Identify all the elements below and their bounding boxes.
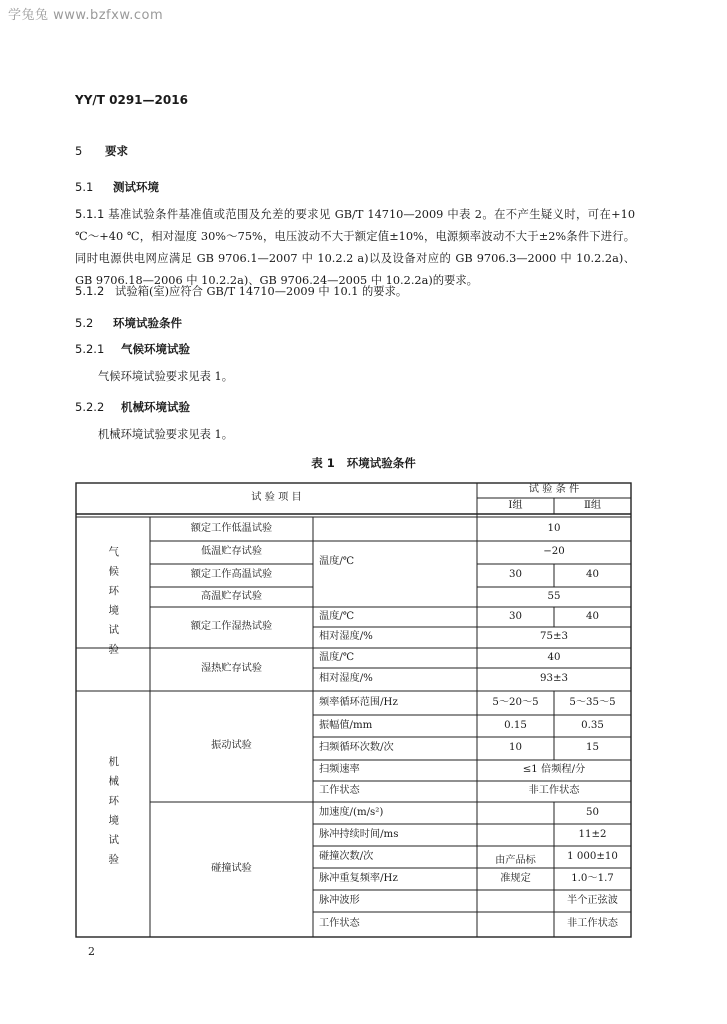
- value-bump-acceleration: 50: [586, 806, 599, 818]
- clause-text: 基准试验条件基准值或范围及允差的要求见 GB/T 14710—2009 中表 2。在不产生疑义时，可在+10 ℃～+40 ℃，相对湿度 30%～75%，电压波动不大于额定值±10%，电源频率波动不大于±2%条件下进行。同时电源供电网应满足 GB 9706.1—2007 中 10.2.2 a)以及设备对应的 GB 9706.3—2000 中 10.2.2a)、GB 9706.18—2006 中 10.2.2a)、GB 9706.24—2005 中 10.2.2a)的要求。: [75, 208, 636, 287]
- table-header-item: 试 验 项 目: [251, 492, 302, 504]
- param-bump-acceleration: 加速度/(m/s²): [319, 806, 384, 818]
- table-caption-title: 环境试验条件: [346, 456, 416, 470]
- value-bump-waveform: 半个正弦波: [567, 894, 618, 906]
- value-vib-sweep-rate: ≤1 倍频程/分: [522, 764, 586, 776]
- param-damp-op-humidity: 相对湿度/%: [319, 631, 373, 643]
- value-damp-st-temp: 40: [547, 651, 561, 663]
- param-bump-pulse-duration: 脉冲持续时间/ms: [319, 828, 399, 840]
- value-vib-working-state: 非工作状态: [528, 785, 580, 797]
- value-vib-amplitude-g2: 0.35: [581, 719, 604, 731]
- test-name-high-temp-operation: 额定工作高温试验: [190, 569, 273, 581]
- value-vib-cycles-g1: 10: [509, 742, 522, 754]
- value-vib-frequency-g2: 5～35～5: [569, 696, 616, 708]
- value-bump-group1: 由产品标准规定: [495, 855, 536, 884]
- heading-title: 机械环境试验: [121, 400, 190, 414]
- heading-number: 5.1: [75, 180, 94, 194]
- test-name-high-temp-storage: 高温贮存试验: [200, 590, 263, 602]
- clause-5-2-2-text: 机械环境试验要求见表 1。: [98, 428, 234, 441]
- value-bump-pulse-duration: 11±2: [578, 828, 607, 840]
- heading-number: 5.2: [75, 316, 94, 330]
- value-bump-repetition-rate: 1.0～1.7: [571, 872, 614, 884]
- param-vib-amplitude: 振幅值/mm: [319, 719, 373, 731]
- param-temperature: 温度/℃: [319, 555, 355, 567]
- value-vib-frequency-g1: 5～20～5: [492, 696, 539, 708]
- category-mechanical: [76, 691, 150, 937]
- value-low-temp-operation: 10: [547, 522, 561, 534]
- value-damp-op-temp-g1: 30: [509, 610, 522, 622]
- value-damp-op-temp-g2: 40: [586, 610, 599, 622]
- test-name-damp-heat-operation: 额定工作湿热试验: [190, 621, 273, 633]
- param-damp-st-humidity: 相对湿度/%: [319, 673, 373, 685]
- value-bump-working-state: 非工作状态: [567, 918, 618, 930]
- param-vib-working-state: 工作状态: [319, 785, 360, 797]
- clause-text: 试验箱(室)应符合 GB/T 14710—2009 中 10.1 的要求。: [115, 285, 408, 298]
- value-high-temp-operation-g1: 30: [509, 569, 522, 581]
- value-high-temp-operation-g2: 40: [586, 569, 599, 581]
- document-number: YY/T 0291—2016: [75, 93, 188, 107]
- test-name-low-temp-operation: 额定工作低温试验: [190, 522, 273, 534]
- param-bump-waveform: 脉冲波形: [319, 894, 360, 906]
- page-number: 2: [88, 945, 95, 958]
- table-header-conditions: 试 验 条 件: [528, 484, 580, 496]
- heading-number: 5.2.1: [75, 342, 105, 356]
- param-bump-working-state: 工作状态: [319, 918, 360, 930]
- heading-number: 5.2.2: [75, 400, 105, 414]
- value-damp-st-humidity: 93±3: [540, 673, 568, 685]
- heading-number: 5: [75, 144, 83, 158]
- category-climate-label: 气候环境试验: [107, 545, 120, 663]
- value-bump-count: 1 000±10: [567, 850, 618, 862]
- value-damp-op-humidity: 75±3: [540, 631, 568, 643]
- value-vib-amplitude-g1: 0.15: [504, 719, 527, 731]
- heading-title: 要求: [105, 144, 128, 158]
- value-high-temp-storage: 55: [547, 590, 561, 602]
- param-damp-st-temperature: 温度/℃: [319, 651, 355, 663]
- test-name-vibration: 振动试验: [211, 740, 252, 752]
- heading-title: 测试环境: [113, 180, 159, 194]
- category-mechanical-label: 机械环境试验: [107, 755, 120, 873]
- watermark: 学兔兔 www.bzfxw.com: [8, 8, 164, 23]
- table-header-group1: Ⅰ组: [508, 499, 523, 511]
- value-vib-cycles-g2: 15: [586, 742, 599, 754]
- heading-title: 环境试验条件: [113, 316, 182, 330]
- heading-title: 气候环境试验: [121, 342, 190, 356]
- clause-number: 5.1.1: [75, 207, 105, 221]
- test-name-low-temp-storage: 低温贮存试验: [200, 546, 263, 558]
- table-header-group2: Ⅱ组: [583, 499, 602, 511]
- clause-number: 5.1.2: [75, 284, 105, 298]
- clause-5-2-1-text: 气候环境试验要求见表 1。: [98, 370, 234, 383]
- value-low-temp-storage: −20: [543, 546, 565, 558]
- param-vib-sweep-rate: 扫频速率: [319, 764, 360, 776]
- test-name-damp-heat-storage: 湿热贮存试验: [200, 663, 263, 675]
- param-vib-sweep-cycles: 扫频循环次数/次: [319, 742, 394, 754]
- param-damp-op-temperature: 温度/℃: [319, 610, 355, 622]
- param-bump-count: 碰撞次数/次: [319, 850, 374, 862]
- category-climate: [76, 517, 150, 691]
- table-caption-number: 表 1: [311, 456, 335, 470]
- test-name-bump: 碰撞试验: [211, 863, 252, 875]
- param-bump-repetition-rate: 脉冲重复频率/Hz: [319, 872, 398, 884]
- param-vib-frequency-range: 频率循环范围/Hz: [319, 696, 398, 708]
